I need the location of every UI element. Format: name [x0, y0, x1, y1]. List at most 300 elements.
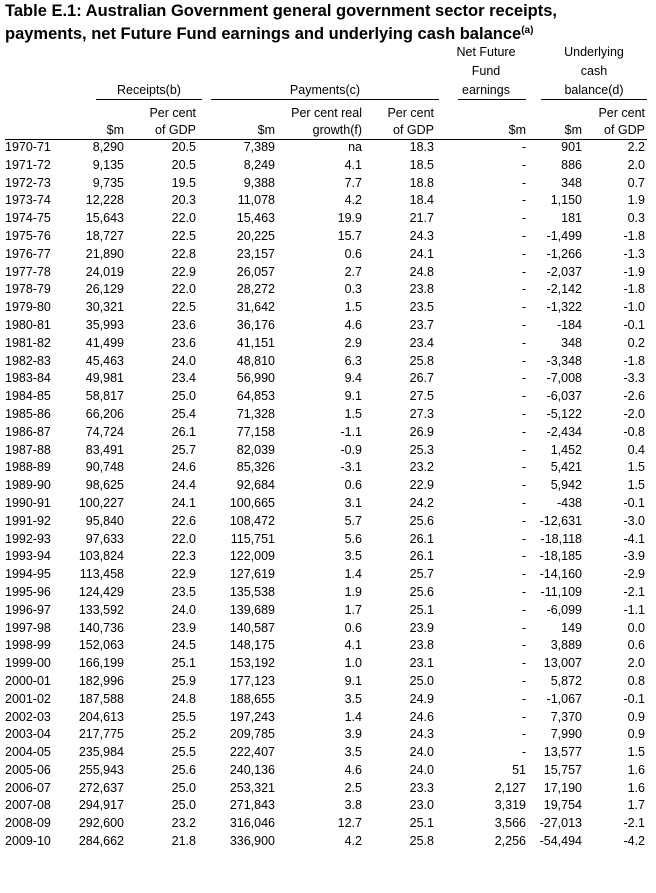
- cell-year: 2008-09: [5, 816, 51, 831]
- cell-payments-m: 316,046: [229, 816, 275, 831]
- cell-receipts-m: 90,748: [85, 460, 124, 475]
- table-row: [0, 584, 656, 602]
- cell-receipts-gdp: 22.9: [171, 264, 196, 279]
- cell-balance-gdp: -4.1: [623, 531, 645, 546]
- cell-receipts-gdp: 23.2: [171, 816, 196, 831]
- cell-balance-m: -1,499: [546, 228, 582, 243]
- cell-payments-gdp: 27.3: [409, 406, 434, 421]
- cell-fund-earnings-m: -: [521, 264, 526, 279]
- cell-payments-growth: 4.1: [344, 638, 362, 653]
- table-row: [0, 459, 656, 477]
- cell-payments-gdp: 23.1: [409, 656, 434, 671]
- cell-payments-m: 188,655: [229, 691, 275, 706]
- cell-balance-gdp: -1.1: [623, 602, 645, 617]
- cell-receipts-m: 166,199: [78, 656, 124, 671]
- cell-fund-earnings-m: -: [521, 282, 526, 297]
- cell-receipts-gdp: 21.8: [171, 834, 196, 849]
- cell-payments-gdp: 23.8: [409, 282, 434, 297]
- cell-year: 2003-04: [5, 727, 51, 742]
- header-payments-of-gdp: of GDP: [393, 123, 434, 137]
- cell-payments-m: 139,689: [229, 602, 275, 617]
- cell-balance-gdp: -0.1: [623, 495, 645, 510]
- cell-payments-growth: 0.3: [344, 282, 362, 297]
- cell-payments-growth: 12.7: [337, 816, 362, 831]
- cell-fund-earnings-m: -: [521, 335, 526, 350]
- cell-balance-gdp: -3.0: [623, 513, 645, 528]
- header-balance-dollars: $m: [564, 123, 582, 137]
- cell-payments-growth: 4.1: [344, 157, 362, 172]
- cell-balance-gdp: 1.5: [627, 745, 645, 760]
- cell-balance-gdp: -2.6: [623, 389, 645, 404]
- cell-fund-earnings-m: 2,127: [494, 780, 526, 795]
- cell-balance-gdp: -1.0: [623, 300, 645, 315]
- cell-payments-gdp: 23.2: [409, 460, 434, 475]
- table-row: [0, 815, 656, 833]
- cell-receipts-m: 41,499: [85, 335, 124, 350]
- cell-fund-earnings-m: -: [521, 460, 526, 475]
- cell-year: 2004-05: [5, 745, 51, 760]
- cell-balance-m: 15,757: [543, 762, 582, 777]
- cell-receipts-gdp: 20.5: [171, 157, 196, 172]
- table-row: [0, 353, 656, 371]
- cell-balance-gdp: 1.7: [627, 798, 645, 813]
- cell-payments-gdp: 18.8: [409, 175, 434, 190]
- cell-balance-gdp: -2.1: [623, 816, 645, 831]
- cell-fund-earnings-m: -: [521, 638, 526, 653]
- cell-balance-m: -12,631: [539, 513, 582, 528]
- header-payments: Payments(c): [289, 83, 361, 97]
- cell-payments-growth: 6.3: [344, 353, 362, 368]
- cell-payments-m: 7,389: [243, 140, 275, 154]
- cell-receipts-m: 24,019: [85, 264, 124, 279]
- cell-receipts-gdp: 22.6: [171, 513, 196, 528]
- table-row: [0, 620, 656, 638]
- cell-payments-gdp: 27.5: [409, 389, 434, 404]
- cell-payments-gdp: 26.7: [409, 371, 434, 386]
- cell-fund-earnings-m: -: [521, 567, 526, 582]
- cell-fund-earnings-m: -: [521, 211, 526, 226]
- cell-payments-growth: 1.4: [344, 567, 362, 582]
- cell-payments-m: 122,009: [229, 549, 275, 564]
- cell-fund-earnings-m: -: [521, 584, 526, 599]
- cell-receipts-m: 83,491: [85, 442, 124, 457]
- cell-payments-growth: -3.1: [340, 460, 362, 475]
- table-title-line1: Table E.1: Australian Government general government sector receipts,: [5, 2, 558, 20]
- table-row: [0, 299, 656, 317]
- table-row: [0, 477, 656, 495]
- cell-payments-growth: 4.6: [344, 317, 362, 332]
- cell-year: 1996-97: [5, 602, 51, 617]
- cell-payments-m: 336,900: [229, 834, 275, 849]
- cell-receipts-gdp: 24.1: [171, 495, 196, 510]
- underlying-underline: [541, 99, 647, 100]
- cell-payments-growth: 3.5: [344, 549, 362, 564]
- cell-payments-growth: -0.9: [340, 442, 362, 457]
- cell-payments-m: 77,158: [236, 424, 275, 439]
- cell-balance-gdp: 0.3: [627, 211, 645, 226]
- cell-payments-growth: 4.6: [344, 762, 362, 777]
- cell-receipts-gdp: 22.0: [171, 531, 196, 546]
- cell-balance-gdp: 0.9: [627, 709, 645, 724]
- cell-payments-growth: -1.1: [340, 424, 362, 439]
- cell-balance-m: 1,452: [550, 442, 582, 457]
- cell-payments-m: 23,157: [236, 246, 275, 261]
- cell-payments-growth: 3.1: [344, 495, 362, 510]
- cell-payments-m: 140,587: [229, 620, 275, 635]
- cell-year: 1993-94: [5, 549, 51, 564]
- cell-payments-gdp: 24.1: [409, 246, 434, 261]
- cell-balance-gdp: 1.5: [627, 478, 645, 493]
- cell-fund-earnings-m: -: [521, 157, 526, 172]
- cell-receipts-m: 133,592: [78, 602, 124, 617]
- cell-receipts-gdp: 19.5: [171, 175, 196, 190]
- cell-payments-m: 71,328: [236, 406, 275, 421]
- cell-receipts-gdp: 26.1: [171, 424, 196, 439]
- cell-fund-earnings-m: 2,256: [494, 834, 526, 849]
- table-row: [0, 317, 656, 335]
- cell-fund-earnings-m: -: [521, 246, 526, 261]
- cell-fund-earnings-m: -: [521, 300, 526, 315]
- cell-fund-earnings-m: -: [521, 175, 526, 190]
- cell-fund-earnings-m: -: [521, 442, 526, 457]
- cell-fund-earnings-m: -: [521, 140, 526, 154]
- table-body: [0, 139, 656, 851]
- cell-fund-earnings-m: -: [521, 620, 526, 635]
- cell-year: 1984-85: [5, 389, 51, 404]
- cell-balance-m: 181: [561, 211, 582, 226]
- cell-payments-m: 197,243: [229, 709, 275, 724]
- cell-year: 1977-78: [5, 264, 51, 279]
- cell-payments-growth: 4.2: [344, 834, 362, 849]
- cell-balance-m: -54,494: [539, 834, 582, 849]
- table-row: [0, 531, 656, 549]
- cell-receipts-gdp: 22.0: [171, 282, 196, 297]
- cell-balance-m: -1,322: [546, 300, 582, 315]
- cell-payments-gdp: 24.6: [409, 709, 434, 724]
- cell-balance-m: 19,754: [543, 798, 582, 813]
- cell-fund-earnings-m: -: [521, 602, 526, 617]
- table-row: [0, 192, 656, 210]
- cell-payments-growth: 5.7: [344, 513, 362, 528]
- cell-balance-m: 3,889: [550, 638, 582, 653]
- cell-balance-gdp: -1.9: [623, 264, 645, 279]
- cell-receipts-m: 58,817: [85, 389, 124, 404]
- cell-payments-gdp: 25.1: [409, 816, 434, 831]
- cell-payments-m: 11,078: [237, 193, 275, 208]
- cell-payments-growth: 1.0: [344, 656, 362, 671]
- table-row: [0, 762, 656, 780]
- cell-payments-growth: 9.1: [344, 673, 362, 688]
- cell-payments-growth: 2.9: [344, 335, 362, 350]
- table-row: [0, 637, 656, 655]
- cell-payments-growth: 3.5: [344, 691, 362, 706]
- table-row: [0, 726, 656, 744]
- cell-receipts-m: 49,981: [85, 371, 124, 386]
- cell-receipts-gdp: 23.6: [171, 335, 196, 350]
- cell-receipts-gdp: 22.0: [171, 211, 196, 226]
- header-fund-dollars: $m: [508, 123, 526, 137]
- table-row: [0, 566, 656, 584]
- cell-balance-m: -11,109: [540, 584, 582, 599]
- cell-receipts-gdp: 25.5: [171, 745, 196, 760]
- cell-year: 1975-76: [5, 228, 51, 243]
- cell-payments-gdp: 23.5: [409, 300, 434, 315]
- cell-balance-m: -2,434: [546, 424, 582, 439]
- cell-payments-m: 56,990: [236, 371, 275, 386]
- header-receipts: Receipts(b): [117, 83, 181, 97]
- cell-receipts-gdp: 25.6: [171, 762, 196, 777]
- cell-balance-gdp: 1.6: [627, 780, 645, 795]
- cell-balance-gdp: -2.0: [623, 406, 645, 421]
- net-future-fund-underline: [458, 99, 526, 100]
- cell-fund-earnings-m: -: [521, 424, 526, 439]
- cell-payments-gdp: 26.1: [409, 549, 434, 564]
- cell-payments-m: 48,810: [236, 353, 275, 368]
- cell-payments-m: 153,192: [229, 656, 275, 671]
- header-payments-dollars: $m: [257, 123, 275, 137]
- header-net-future-fund-line3: earnings: [462, 83, 510, 97]
- cell-balance-m: -27,013: [539, 816, 582, 831]
- table-title: [5, 2, 557, 44]
- cell-balance-gdp: 0.8: [627, 673, 645, 688]
- cell-receipts-gdp: 22.8: [171, 246, 196, 261]
- table-row: [0, 228, 656, 246]
- cell-receipts-m: 140,736: [78, 620, 124, 635]
- cell-receipts-gdp: 24.4: [171, 478, 196, 493]
- cell-payments-m: 108,472: [229, 513, 275, 528]
- cell-balance-gdp: 0.2: [627, 335, 645, 350]
- cell-receipts-m: 30,321: [85, 300, 124, 315]
- cell-payments-m: 8,249: [243, 157, 275, 172]
- cell-payments-growth: 3.5: [344, 745, 362, 760]
- cell-fund-earnings-m: -: [521, 317, 526, 332]
- cell-balance-gdp: -0.8: [623, 424, 645, 439]
- cell-year: 1973-74: [5, 193, 51, 208]
- cell-year: 1976-77: [5, 246, 51, 261]
- cell-payments-m: 85,326: [236, 460, 275, 475]
- cell-balance-m: 5,872: [550, 673, 582, 688]
- cell-year: 1982-83: [5, 353, 51, 368]
- cell-receipts-m: 26,129: [85, 282, 124, 297]
- cell-payments-gdp: 23.0: [409, 798, 434, 813]
- cell-payments-growth: 5.6: [344, 531, 362, 546]
- table-row: [0, 513, 656, 531]
- cell-payments-gdp: 24.3: [409, 228, 434, 243]
- cell-fund-earnings-m: -: [521, 193, 526, 208]
- cell-receipts-gdp: 22.9: [171, 567, 196, 582]
- cell-payments-gdp: 25.7: [409, 567, 434, 582]
- cell-year: 2006-07: [5, 780, 51, 795]
- cell-payments-m: 31,642: [236, 300, 275, 315]
- cell-fund-earnings-m: 3,319: [494, 798, 526, 813]
- cell-year: 2009-10: [5, 834, 51, 849]
- cell-year: 1985-86: [5, 406, 51, 421]
- cell-balance-gdp: 2.2: [627, 140, 645, 154]
- table-row: [0, 246, 656, 264]
- cell-receipts-m: 66,206: [85, 406, 124, 421]
- cell-payments-growth: 2.5: [344, 780, 362, 795]
- cell-receipts-gdp: 25.4: [171, 406, 196, 421]
- cell-receipts-gdp: 24.5: [171, 638, 196, 653]
- header-receipts-per-cent: Per cent: [149, 106, 196, 120]
- cell-fund-earnings-m: -: [521, 406, 526, 421]
- cell-receipts-m: 187,588: [78, 691, 124, 706]
- cell-payments-growth: 1.5: [344, 406, 362, 421]
- cell-year: 1988-89: [5, 460, 51, 475]
- cell-fund-earnings-m: -: [521, 478, 526, 493]
- table-row: [0, 157, 656, 175]
- cell-payments-gdp: 25.1: [409, 602, 434, 617]
- table-row: [0, 424, 656, 442]
- cell-payments-growth: 7.7: [344, 175, 362, 190]
- table-row: [0, 744, 656, 762]
- cell-payments-growth: 4.2: [344, 193, 362, 208]
- cell-year: 1990-91: [5, 495, 51, 510]
- cell-balance-gdp: -2.1: [623, 584, 645, 599]
- cell-payments-gdp: 24.2: [409, 495, 434, 510]
- cell-balance-m: -6,037: [546, 389, 582, 404]
- cell-balance-m: -1,067: [546, 691, 582, 706]
- table-title-line2-text: payments, net Future Fund earnings and underlying cash balance: [5, 25, 522, 43]
- table-row: [0, 655, 656, 673]
- cell-payments-m: 115,751: [230, 531, 275, 546]
- cell-payments-growth: 9.4: [344, 371, 362, 386]
- cell-balance-gdp: -1.3: [623, 246, 645, 261]
- cell-receipts-m: 292,600: [78, 816, 124, 831]
- cell-payments-m: 100,665: [229, 495, 275, 510]
- table-row: [0, 264, 656, 282]
- cell-payments-m: 28,272: [236, 282, 275, 297]
- cell-balance-m: 348: [561, 175, 582, 190]
- table-row: [0, 833, 656, 851]
- cell-year: 1978-79: [5, 282, 51, 297]
- cell-balance-gdp: -4.2: [623, 834, 645, 849]
- cell-balance-m: -1,266: [546, 246, 582, 261]
- header-underlying-line2: cash: [580, 64, 608, 78]
- cell-fund-earnings-m: -: [521, 495, 526, 510]
- cell-payments-gdp: 23.7: [409, 317, 434, 332]
- cell-balance-m: -7,008: [546, 371, 582, 386]
- cell-balance-gdp: 0.7: [627, 175, 645, 190]
- cell-balance-m: -438: [556, 495, 582, 510]
- cell-receipts-m: 294,917: [78, 798, 124, 813]
- cell-balance-m: 901: [561, 140, 582, 154]
- cell-payments-gdp: 23.4: [409, 335, 434, 350]
- header-payments-per-cent: Per cent: [387, 106, 434, 120]
- table-title-note: (a): [521, 25, 534, 36]
- cell-receipts-m: 98,625: [85, 478, 124, 493]
- cell-fund-earnings-m: -: [521, 513, 526, 528]
- table-row: [0, 442, 656, 460]
- cell-year: 1981-82: [5, 335, 51, 350]
- cell-year: 2005-06: [5, 762, 51, 777]
- cell-fund-earnings-m: -: [521, 389, 526, 404]
- cell-payments-m: 209,785: [229, 727, 275, 742]
- cell-balance-m: 7,990: [550, 727, 582, 742]
- cell-year: 1986-87: [5, 424, 51, 439]
- cell-payments-m: 64,853: [236, 389, 275, 404]
- cell-payments-gdp: 25.8: [409, 353, 434, 368]
- cell-receipts-gdp: 25.0: [171, 798, 196, 813]
- cell-receipts-gdp: 25.0: [171, 389, 196, 404]
- cell-balance-m: -2,142: [546, 282, 582, 297]
- cell-year: 2001-02: [5, 691, 51, 706]
- header-receipts-of-gdp: of GDP: [155, 123, 196, 137]
- receipts-underline: [96, 99, 202, 100]
- cell-fund-earnings-m: -: [521, 691, 526, 706]
- cell-balance-m: -3,348: [546, 353, 582, 368]
- cell-receipts-gdp: 25.5: [171, 709, 196, 724]
- cell-receipts-m: 95,840: [85, 513, 124, 528]
- cell-balance-gdp: 0.0: [627, 620, 645, 635]
- cell-receipts-gdp: 22.5: [171, 300, 196, 315]
- table-row: [0, 780, 656, 798]
- cell-receipts-m: 152,063: [78, 638, 124, 653]
- cell-payments-growth: 1.5: [344, 300, 362, 315]
- cell-year: 2007-08: [5, 798, 51, 813]
- table-row: [0, 210, 656, 228]
- cell-payments-m: 135,538: [229, 584, 275, 599]
- cell-year: 1989-90: [5, 478, 51, 493]
- cell-payments-m: 82,039: [236, 442, 275, 457]
- cell-receipts-gdp: 24.0: [171, 602, 196, 617]
- cell-receipts-m: 74,724: [85, 424, 124, 439]
- cell-payments-growth: na: [348, 140, 362, 154]
- cell-receipts-m: 255,943: [78, 762, 124, 777]
- cell-payments-m: 41,151: [236, 335, 275, 350]
- cell-year: 1979-80: [5, 300, 51, 315]
- cell-receipts-gdp: 25.9: [171, 673, 196, 688]
- table-row: [0, 335, 656, 353]
- table-row: [0, 673, 656, 691]
- cell-payments-gdp: 25.6: [409, 584, 434, 599]
- cell-payments-gdp: 23.8: [409, 638, 434, 653]
- cell-balance-m: -184: [556, 317, 582, 332]
- cell-receipts-m: 217,775: [78, 727, 124, 742]
- cell-receipts-gdp: 23.4: [171, 371, 196, 386]
- cell-year: 1995-96: [5, 584, 51, 599]
- header-underlying-line1: Underlying: [564, 45, 624, 59]
- cell-payments-growth: 3.9: [344, 727, 362, 742]
- cell-receipts-gdp: 22.3: [171, 549, 196, 564]
- header-balance-per-cent: Per cent: [598, 106, 645, 120]
- cell-year: 1999-00: [5, 656, 51, 671]
- table-row: [0, 139, 656, 157]
- cell-balance-gdp: -0.1: [623, 317, 645, 332]
- cell-receipts-m: 182,996: [78, 673, 124, 688]
- cell-fund-earnings-m: 51: [512, 762, 526, 777]
- cell-year: 1972-73: [5, 175, 51, 190]
- cell-fund-earnings-m: -: [521, 727, 526, 742]
- cell-balance-m: -18,118: [540, 531, 582, 546]
- cell-year: 2002-03: [5, 709, 51, 724]
- cell-payments-m: 92,684: [236, 478, 275, 493]
- cell-payments-gdp: 24.3: [409, 727, 434, 742]
- cell-payments-growth: 0.6: [344, 246, 362, 261]
- cell-payments-m: 15,463: [236, 211, 275, 226]
- cell-payments-gdp: 24.0: [409, 762, 434, 777]
- payments-underline: [211, 99, 439, 100]
- cell-payments-growth: 19.9: [337, 211, 362, 226]
- cell-payments-m: 127,619: [229, 567, 275, 582]
- cell-balance-m: 7,370: [550, 709, 582, 724]
- cell-balance-gdp: -0.1: [623, 691, 645, 706]
- cell-receipts-gdp: 25.0: [171, 780, 196, 795]
- cell-balance-m: 13,577: [543, 745, 582, 760]
- cell-balance-m: -2,037: [546, 264, 582, 279]
- cell-balance-m: -6,099: [546, 602, 582, 617]
- cell-payments-m: 222,407: [229, 745, 275, 760]
